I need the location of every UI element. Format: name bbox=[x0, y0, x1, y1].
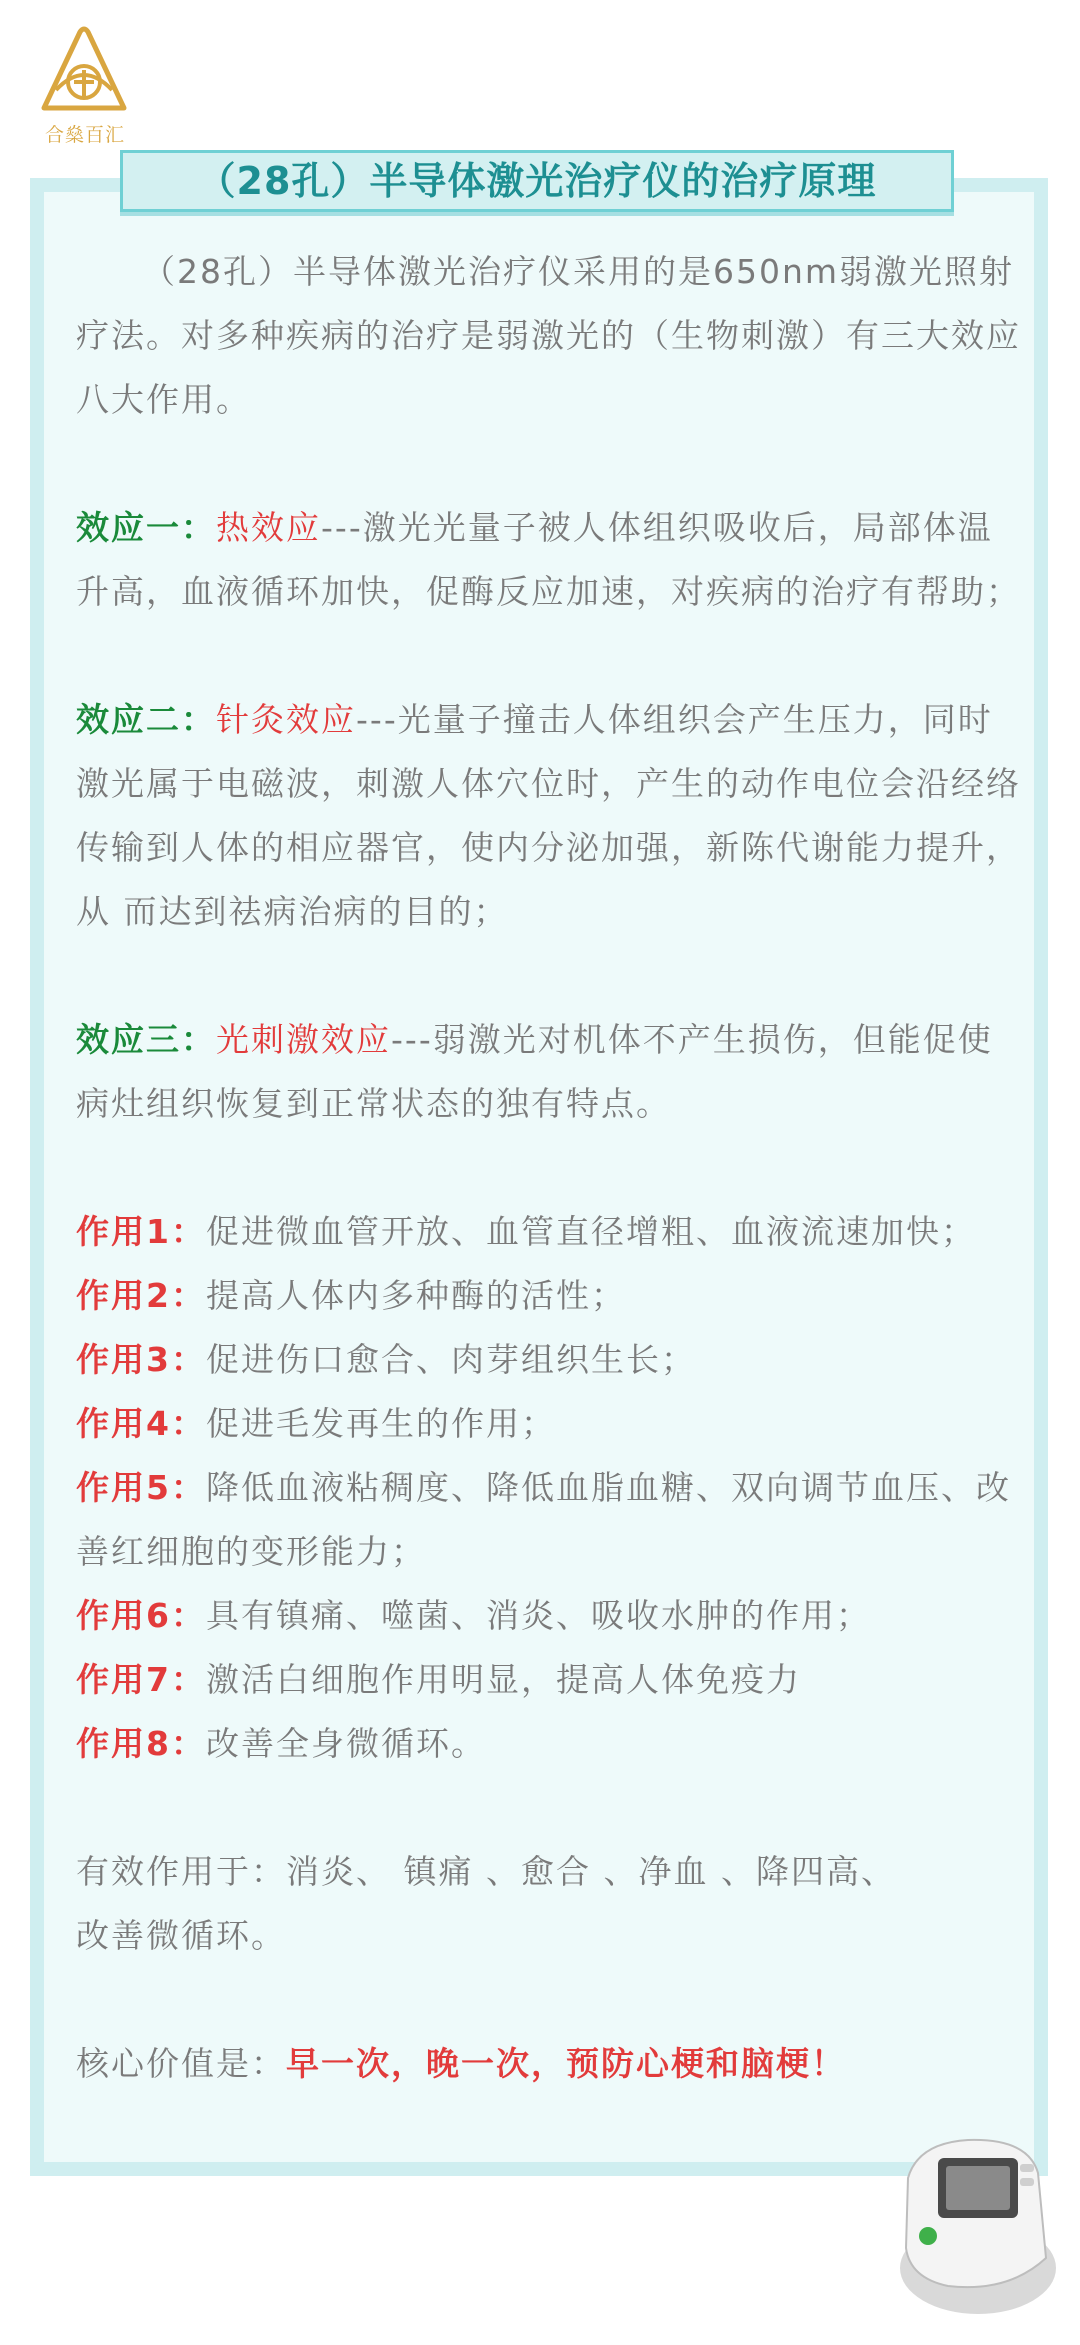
function-label: 作用1： bbox=[76, 1212, 206, 1251]
effect-name: 热效应 bbox=[216, 508, 321, 547]
brand-logo bbox=[30, 20, 140, 150]
function-text: 激活白细胞作用明显，提高人体免疫力 bbox=[205, 1660, 801, 1699]
effect-description: ---弱激光对机体不产生损伤，但能促使病灶组织恢复到正常状态的独有特点。 bbox=[76, 1020, 993, 1123]
effect-label: 效应二： bbox=[76, 700, 216, 739]
effect-name: 针灸效应 bbox=[216, 700, 356, 739]
function-6 bbox=[76, 1584, 1026, 1648]
function-4 bbox=[76, 1392, 1026, 1456]
function-text: 改善全身微循环。 bbox=[205, 1724, 486, 1763]
function-label: 作用2： bbox=[76, 1276, 206, 1315]
function-label: 作用6： bbox=[76, 1596, 206, 1635]
function-8 bbox=[76, 1712, 1026, 1776]
function-label: 作用7： bbox=[76, 1660, 206, 1699]
logo-brand-text: 合燊百汇 bbox=[44, 124, 125, 146]
function-1 bbox=[76, 1200, 1026, 1264]
intro-paragraph: （28孔）半导体激光治疗仪采用的是650nm弱激光照射疗法。对多种疾病的治疗是弱激光的（生物刺激）有三大效应八大作用。 bbox=[76, 252, 1021, 419]
function-3 bbox=[76, 1328, 1026, 1392]
article-body bbox=[76, 240, 1026, 2096]
effect-label: 效应一： bbox=[76, 508, 216, 547]
effect-3 bbox=[76, 1008, 1026, 1136]
function-text: 提高人体内多种酶的活性； bbox=[205, 1276, 626, 1315]
function-text: 促进微血管开放、血管直径增粗、血液流速加快； bbox=[205, 1212, 976, 1251]
effect-label: 效应三： bbox=[76, 1020, 216, 1059]
core-value-label: 核心价值是： bbox=[76, 2044, 286, 2083]
summary-line-2: 改善微循环。 bbox=[76, 1916, 286, 1955]
function-text: 促进伤口愈合、肉芽组织生长； bbox=[205, 1340, 696, 1379]
effect-description: ---光量子撞击人体组织会产生压力，同时激光属于电磁波，刺激人体穴位时，产生的动作电位会沿经络传输到人体的相应器官，使内分泌加强，新陈代谢能力提升，从 而达到祛病治病的目的； bbox=[76, 700, 1021, 931]
function-2 bbox=[76, 1264, 1026, 1328]
function-text: 降低血液粘稠度、降低血脂血糖、双向调节血压、改善红细胞的变形能力； bbox=[76, 1468, 1011, 1571]
effect-2 bbox=[76, 688, 1026, 944]
effect-1 bbox=[76, 496, 1026, 624]
function-label: 作用4： bbox=[76, 1404, 206, 1443]
function-text: 具有镇痛、噬菌、消炎、吸收水肿的作用； bbox=[205, 1596, 871, 1635]
blood-pressure-monitor-image bbox=[888, 2118, 1058, 2318]
function-text: 促进毛发再生的作用； bbox=[205, 1404, 556, 1443]
blood-pressure-monitor-icon bbox=[888, 2118, 1058, 2318]
core-value-text: 早一次，晚一次，预防心梗和脑梗！ bbox=[286, 2044, 846, 2083]
function-5 bbox=[76, 1456, 1026, 1584]
effect-name: 光刺激效应 bbox=[216, 1020, 391, 1059]
page-title: （28孔）半导体激光治疗仪的治疗原理 bbox=[197, 159, 877, 203]
function-label: 作用3： bbox=[76, 1340, 206, 1379]
effect-description: ---激光光量子被人体组织吸收后，局部体温升高，血液循环加快，促酶反应加速，对疾病的治疗有帮助； bbox=[76, 508, 1021, 611]
core-value bbox=[76, 2032, 1026, 2096]
summary-line-1: 有效作用于：消炎、 镇痛 、愈合 、净血 、降四高、 bbox=[76, 1852, 896, 1891]
function-7 bbox=[76, 1648, 1026, 1712]
function-label: 作用5： bbox=[76, 1468, 206, 1507]
function-label: 作用8： bbox=[76, 1724, 206, 1763]
title-banner bbox=[120, 150, 954, 212]
logo-emblem-icon bbox=[34, 20, 134, 120]
